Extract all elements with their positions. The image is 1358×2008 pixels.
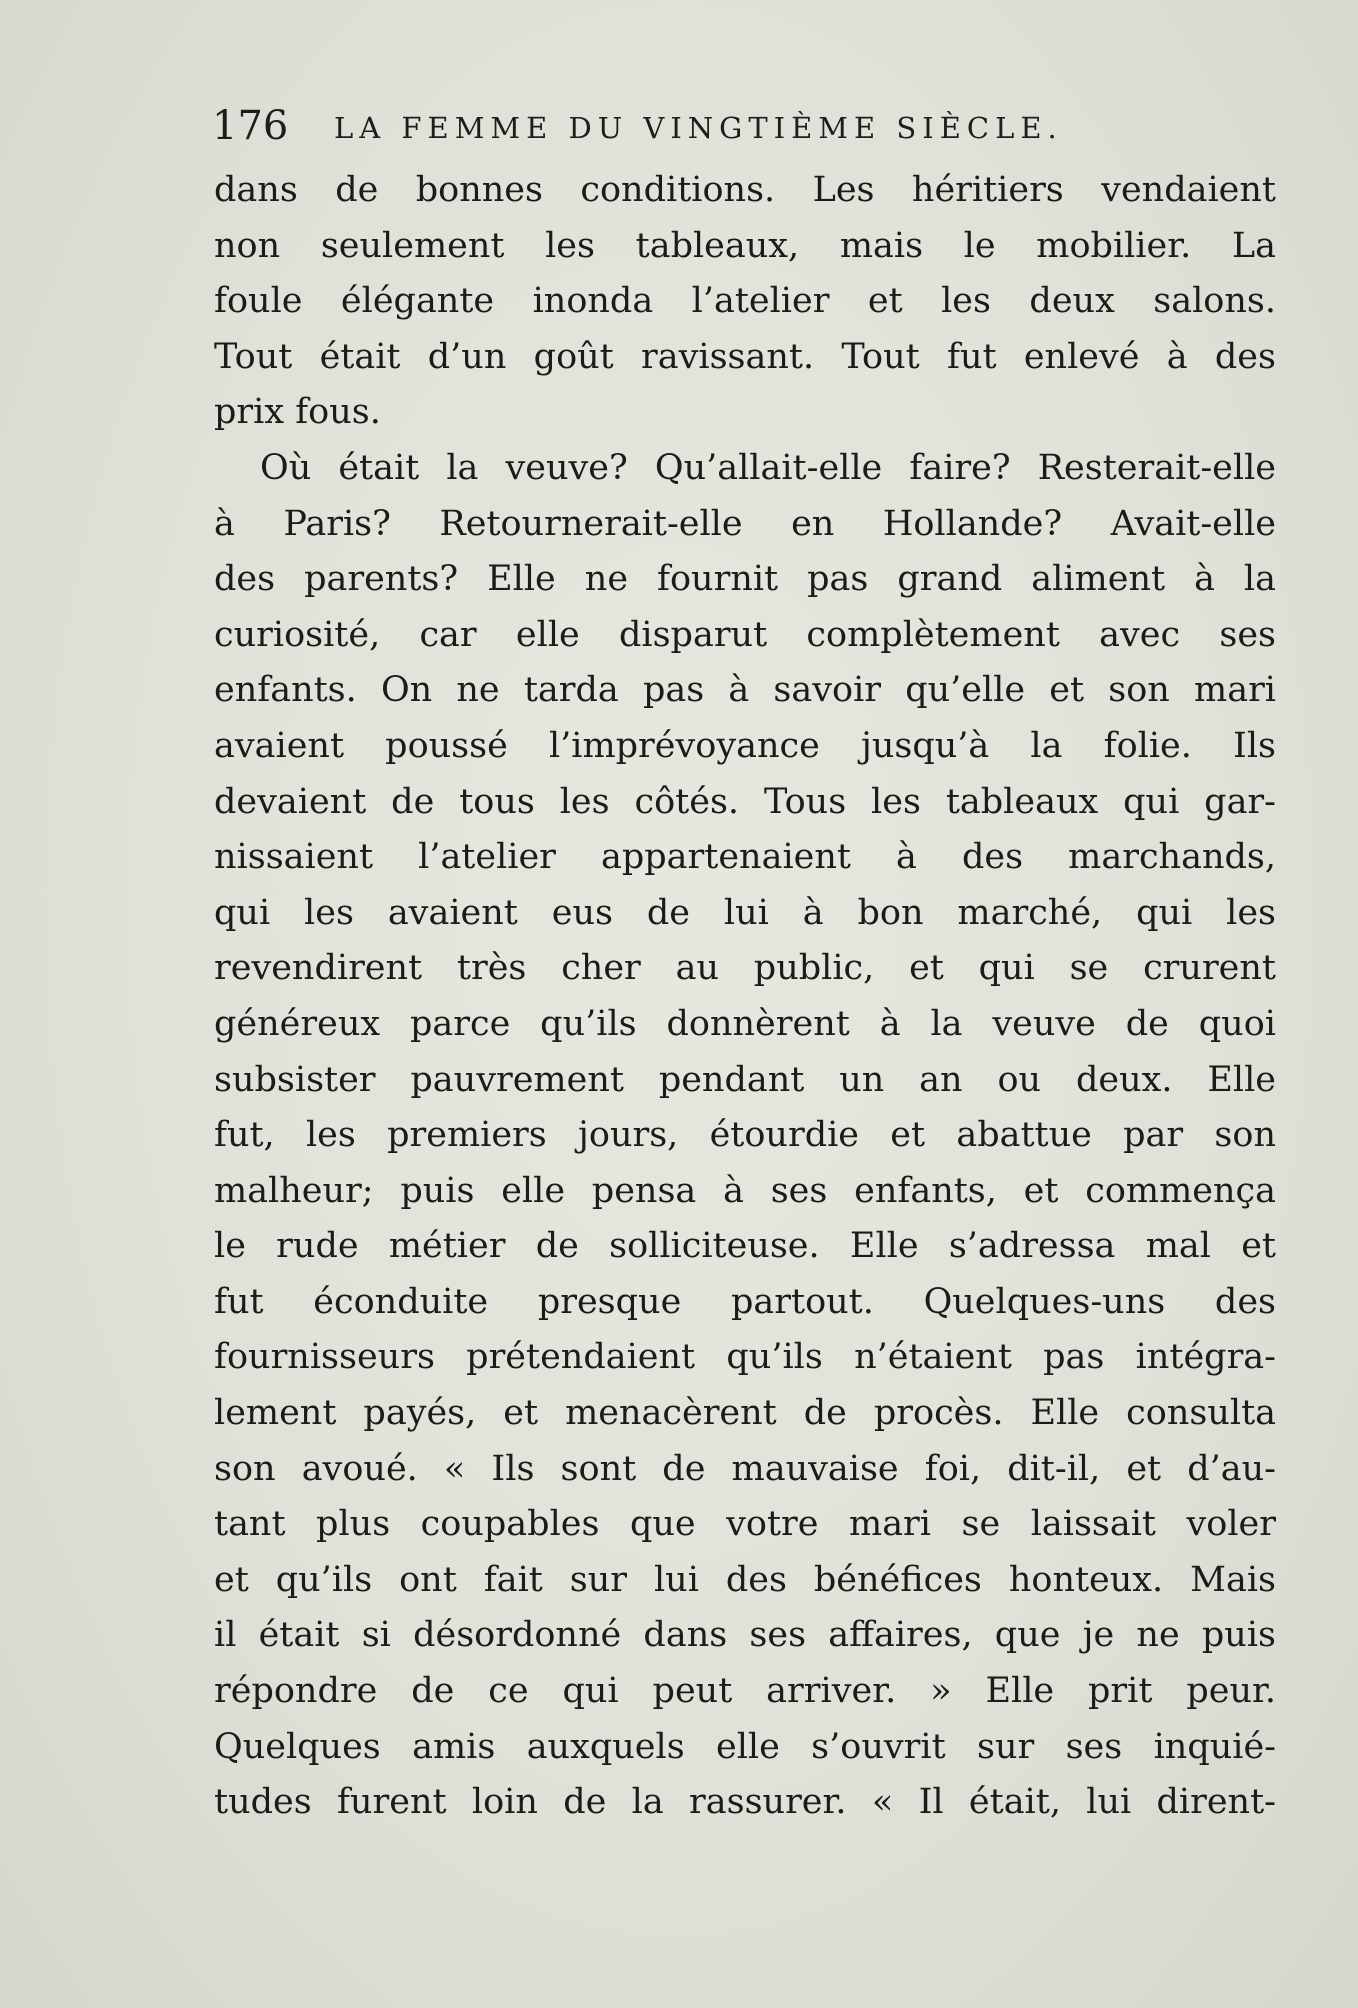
paragraph-first-line: Où était la veuve? Qu’allait-elle faire? Resterait-elle xyxy=(260,447,1276,488)
text-line: tant plus coupables que votre mari se laissait voler xyxy=(214,1504,1276,1545)
text-line: devaient de tous les côtés. Tous les tableaux qui gar- xyxy=(214,781,1276,822)
text-line: fut, les premiers jours, étourdie et abattue par son xyxy=(214,1115,1276,1156)
text-line: non seulement les tableaux, mais le mobilier. La xyxy=(214,225,1276,266)
text-line: répondre de ce qui peut arriver. » Elle prit peur. xyxy=(214,1671,1276,1712)
text-line: avaient poussé l’imprévoyance jusqu’à la folie. Ils xyxy=(214,725,1276,766)
text-line: curiosité, car elle disparut complètement avec ses xyxy=(214,614,1276,655)
text-line: et qu’ils ont fait sur lui des bénéfices honteux. Mais xyxy=(214,1559,1276,1600)
text-line: dans de bonnes conditions. Les héritiers vendaient xyxy=(214,170,1276,210)
text-line: Tout était d’un goût ravissant. Tout fut enlevé à des xyxy=(214,336,1276,377)
text-line: revendirent très cher au public, et qui se crurent xyxy=(214,948,1276,989)
running-title: LA FEMME DU VINGTIÈME SIÈCLE. xyxy=(334,111,1063,145)
text-line: le rude métier de solliciteuse. Elle s’adressa mal et xyxy=(214,1226,1276,1267)
text-line: Quelques amis auxquels elle s’ouvrit sur ses inquié- xyxy=(214,1726,1276,1767)
text-line: enfants. On ne tarda pas à savoir qu’elle et son mari xyxy=(214,670,1276,711)
text-line: des parents? Elle ne fournit pas grand aliment à la xyxy=(214,559,1276,600)
text-line: nissaient l’atelier appartenaient à des marchands, xyxy=(214,837,1276,878)
text-line: tudes furent loin de la rassurer. « Il était, lui dirent- xyxy=(214,1782,1276,1823)
page-number: 176 xyxy=(212,103,289,149)
text-line: qui les avaient eus de lui à bon marché, qui les xyxy=(214,892,1276,933)
text-line: malheur; puis elle pensa à ses enfants, et commença xyxy=(214,1170,1276,1211)
text-line: fournisseurs prétendaient qu’ils n’étaient pas intégra- xyxy=(214,1337,1276,1378)
text-line: prix fous. xyxy=(214,392,381,433)
text-line: son avoué. « Ils sont de mauvaise foi, dit-il, et d’au- xyxy=(214,1448,1276,1489)
text-line: il était si désordonné dans ses affaires, que je ne puis xyxy=(214,1615,1276,1656)
page-header xyxy=(212,100,1282,152)
text-line: généreux parce qu’ils donnèrent à la veuve de quoi xyxy=(214,1003,1276,1044)
body-text xyxy=(214,163,1276,1831)
text-line: à Paris? Retournerait-elle en Hollande? Avait-elle xyxy=(214,503,1276,544)
text-line: subsister pauvrement pendant un an ou deux. Elle xyxy=(214,1059,1276,1100)
text-line: foule élégante inonda l’atelier et les deux salons. xyxy=(214,281,1276,322)
text-line: fut éconduite presque partout. Quelques-uns des xyxy=(214,1281,1276,1322)
text-line: lement payés, et menacèrent de procès. Elle consulta xyxy=(214,1393,1276,1434)
